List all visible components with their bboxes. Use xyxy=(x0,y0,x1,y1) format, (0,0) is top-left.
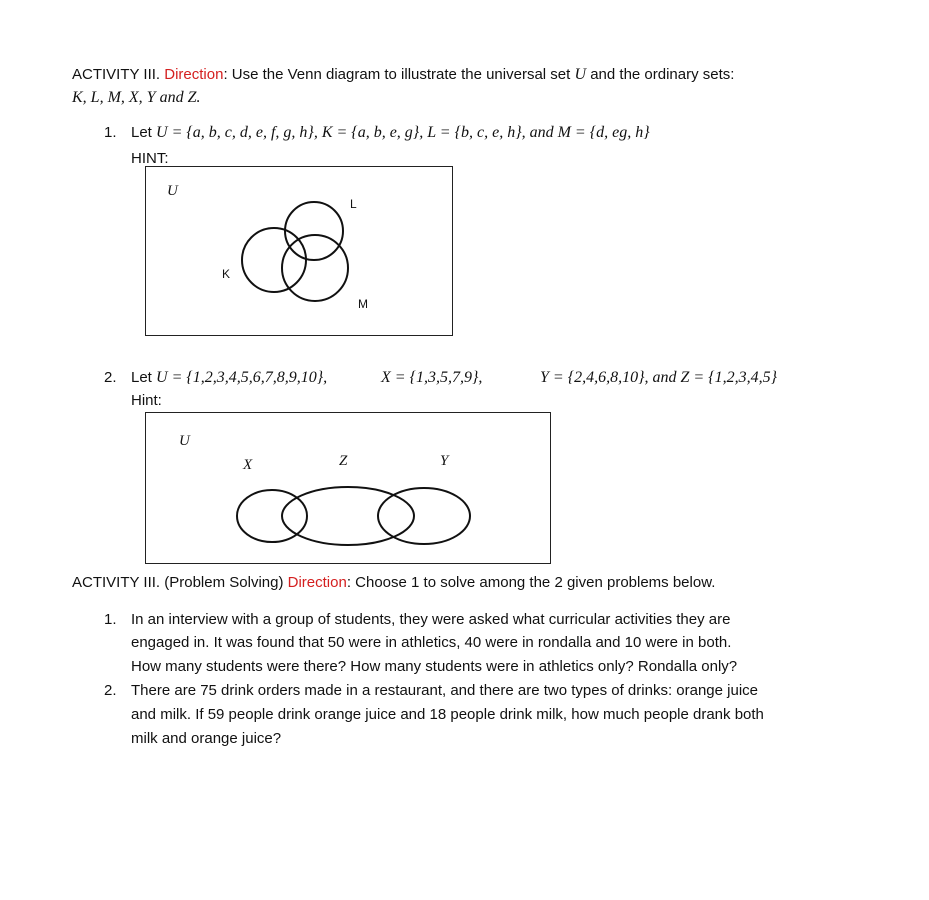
item2-set-x: X = {1,3,5,7,9}, xyxy=(381,369,483,386)
venn2-label-y: Y xyxy=(440,453,449,469)
problem1-line: In an interview with a group of students, they were asked what curricular activities they are xyxy=(131,611,731,628)
venn1-universe-label: U xyxy=(167,183,178,199)
activity-heading xyxy=(72,66,734,84)
venn1-circle-k xyxy=(242,228,306,292)
item1-prefix: Let xyxy=(131,124,152,141)
direction-tail: and the ordinary sets: xyxy=(590,66,735,83)
direction-text: : Use the Venn diagram to illustrate the universal set xyxy=(223,66,571,83)
venn1-label-m: M xyxy=(358,297,368,311)
problem2-number: 2. xyxy=(104,682,117,699)
direction-label: Direction xyxy=(164,66,224,83)
item2-set-u: U = {1,2,3,4,5,6,7,8,9,10}, xyxy=(156,369,328,386)
problem-solving-heading xyxy=(72,574,715,591)
venn1-label-k: K xyxy=(222,267,231,281)
item2-statement xyxy=(131,369,327,387)
venn1-circle-m xyxy=(282,235,348,301)
venn-diagram-2 xyxy=(145,412,551,564)
venn1-circle-l xyxy=(285,202,343,260)
direction-u: U xyxy=(574,66,587,83)
venn2-universe-label: U xyxy=(179,433,190,449)
problem2-line: and milk. If 59 people drink orange juice and 18 people drink milk, how much people drank both xyxy=(131,706,764,723)
venn1-label-l: L xyxy=(350,197,357,211)
item1-number: 1. xyxy=(104,124,117,141)
item2-set-yz: Y = {2,4,6,8,10}, and Z = {1,2,3,4,5} xyxy=(540,369,777,386)
problem1-line: engaged in. It was found that 50 were in athletics, 40 were in rondalla and 10 were in both. xyxy=(131,634,732,651)
problem-direction-label: Direction xyxy=(287,574,347,591)
item2-prefix: Let xyxy=(131,369,152,386)
item1-hint-label: HINT: xyxy=(131,150,169,167)
problem2-line: milk and orange juice? xyxy=(131,730,282,747)
item1-sets: U = {a, b, c, d, e, f, g, h}, K = {a, b, e, g}, L = {b, c, e, h}, and M = {d, eg, h} xyxy=(156,124,650,141)
venn2-ellipse-y xyxy=(378,488,470,544)
problem-direction-text: : Choose 1 to solve among the 2 given problems below. xyxy=(346,574,716,591)
problem1-number: 1. xyxy=(104,611,117,628)
item2-hint-label: Hint: xyxy=(131,392,162,409)
item1-statement xyxy=(131,124,650,142)
problem1-line: How many students were there? How many students were in athletics only? Rondalla only? xyxy=(131,658,738,675)
venn-diagram-1 xyxy=(145,166,453,336)
venn2-label-z: Z xyxy=(339,453,348,469)
sets-line: K, L, M, X, Y and Z. xyxy=(72,89,201,106)
problem2-line: There are 75 drink orders made in a restaurant, and there are two types of drinks: orange juice xyxy=(131,682,759,699)
venn1-circles xyxy=(146,167,454,337)
item2-number: 2. xyxy=(104,369,117,386)
venn2-ellipses xyxy=(146,413,552,565)
problem-solving-title: ACTIVITY III. (Problem Solving) xyxy=(72,574,284,591)
venn2-label-x: X xyxy=(243,457,253,473)
activity-title: ACTIVITY III. xyxy=(72,66,161,83)
